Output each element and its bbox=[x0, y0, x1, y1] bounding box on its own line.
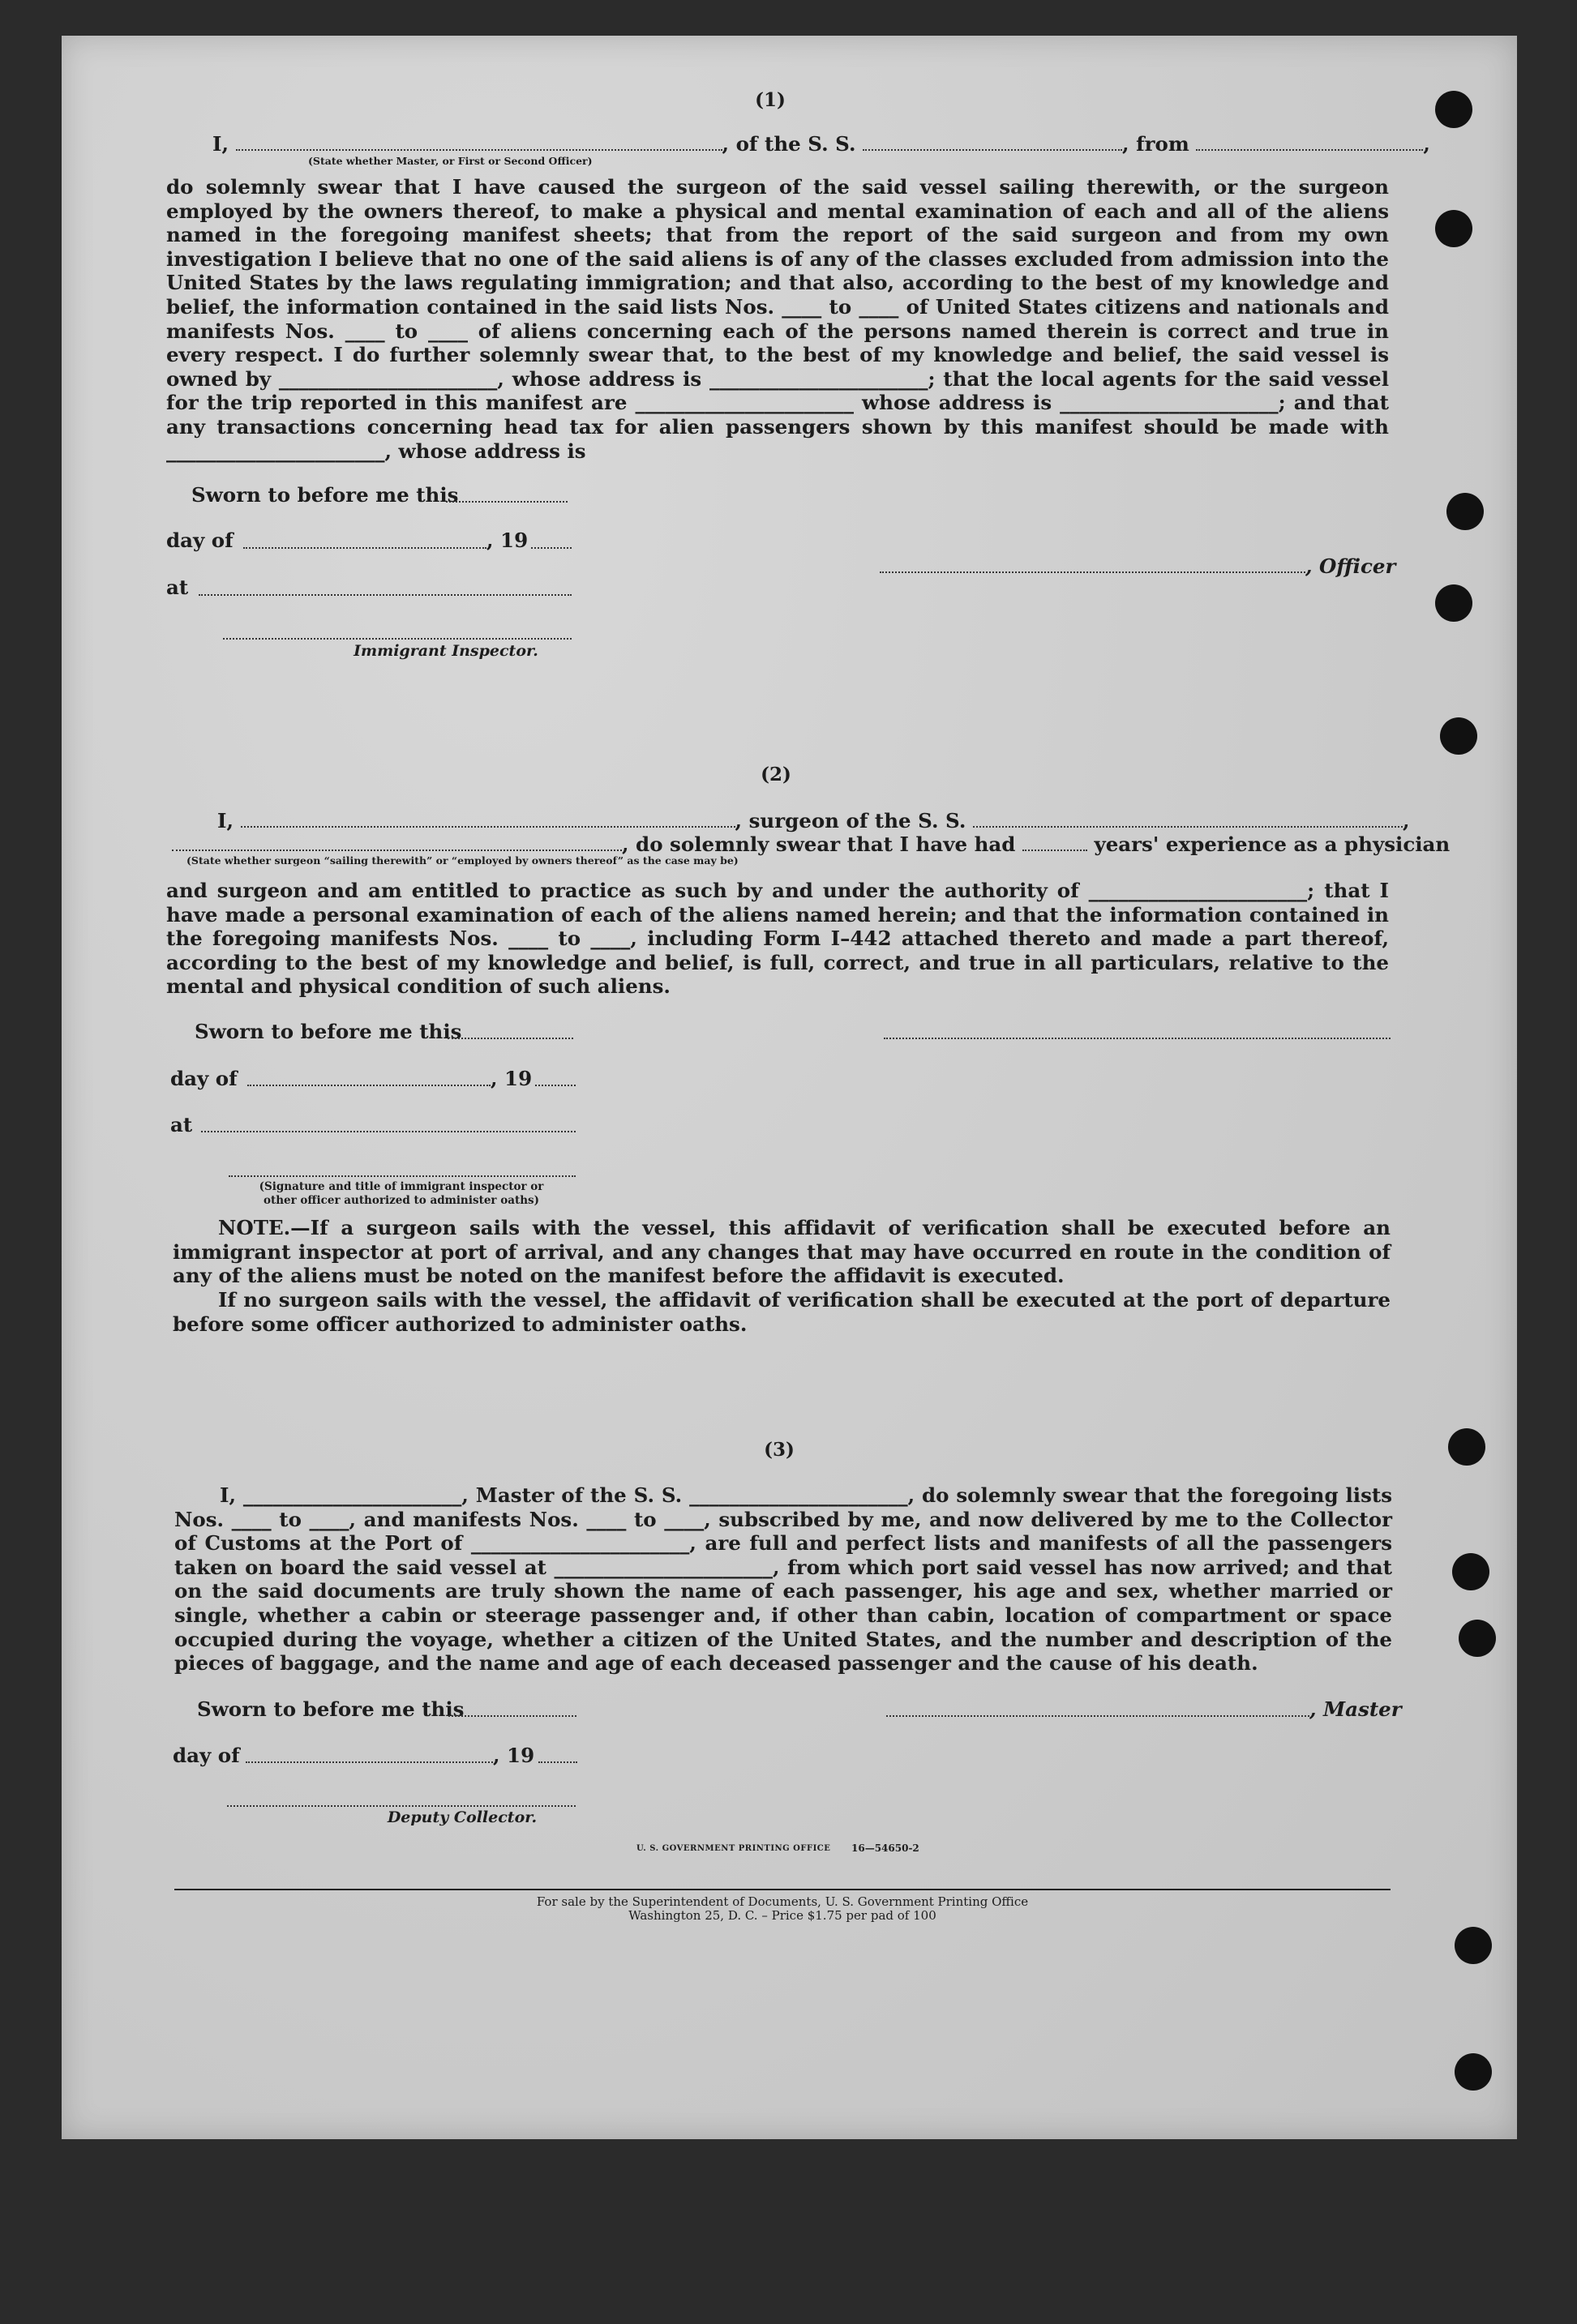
sworn-date-field-1[interactable] bbox=[446, 501, 568, 503]
years-label: years' experience as a physician bbox=[1094, 832, 1451, 856]
day-of-field-1[interactable] bbox=[243, 547, 486, 549]
swear-label: , do solemnly swear that I have had bbox=[622, 832, 1016, 856]
sworn-label-3: Sworn to before me this bbox=[197, 1697, 465, 1721]
day-of-field-3[interactable] bbox=[246, 1761, 493, 1763]
surgeon-status-field[interactable] bbox=[172, 835, 622, 851]
punch-hole bbox=[1452, 1553, 1489, 1590]
i-label: I, bbox=[217, 809, 234, 832]
sworn-date-field-2[interactable] bbox=[448, 1038, 573, 1039]
punch-hole bbox=[1435, 584, 1472, 622]
year-field-1[interactable] bbox=[531, 547, 572, 549]
surgeon-signature-line[interactable] bbox=[884, 1038, 1391, 1039]
at-label-1: at bbox=[166, 576, 189, 599]
master-label: , Master bbox=[1309, 1697, 1402, 1721]
deputy-collector-caption: Deputy Collector. bbox=[387, 1808, 538, 1826]
sworn-label-2: Sworn to before me this bbox=[195, 1020, 462, 1043]
surgeon-status-caption: (State whether surgeon “sailing therewith” or “employed by owners thereof” as the case may be) bbox=[186, 854, 739, 867]
officer-label: , Officer bbox=[1305, 554, 1396, 578]
section-1-first-line bbox=[212, 132, 1430, 156]
comma: , bbox=[1423, 132, 1430, 156]
sale-notice-line-1: For sale by the Superintendent of Documents, U. S. Government Printing Office bbox=[536, 1894, 1029, 1909]
from-label: , from bbox=[1122, 132, 1189, 156]
punch-hole bbox=[1435, 91, 1472, 128]
year-label-3: , 19 bbox=[493, 1744, 535, 1767]
section-1-number: (1) bbox=[755, 89, 786, 111]
sworn-date-field-3[interactable] bbox=[448, 1715, 576, 1717]
surgeon-vessel-field[interactable] bbox=[973, 811, 1403, 828]
inspector-signature-line-2[interactable] bbox=[229, 1175, 576, 1177]
punch-hole bbox=[1435, 210, 1472, 247]
section-3-number: (3) bbox=[764, 1439, 795, 1461]
gpo-imprint: U. S. GOVERNMENT PRINTING OFFICE bbox=[636, 1844, 831, 1853]
sworn-label-1: Sworn to before me this bbox=[191, 483, 459, 507]
at-label-2: at bbox=[170, 1113, 193, 1136]
signature-caption bbox=[211, 1180, 592, 1208]
footer-rule bbox=[174, 1889, 1391, 1890]
surgeon-name-field[interactable] bbox=[241, 811, 735, 828]
surgeon-label: , surgeon of the S. S. bbox=[735, 809, 966, 832]
inspector-signature-line[interactable] bbox=[223, 638, 572, 640]
officer-signature-line[interactable] bbox=[880, 571, 1305, 573]
year-field-2[interactable] bbox=[535, 1085, 576, 1086]
punch-hole bbox=[1448, 1428, 1485, 1466]
sale-notice bbox=[458, 1895, 1107, 1923]
punch-hole bbox=[1455, 1927, 1492, 1964]
note-no-surgeon: If no surgeon sails with the vessel, the affidavit of verification shall be executed at the port of departure before some officer authorized to administer oaths. bbox=[173, 1288, 1391, 1336]
section-3-oath-text: I, ______________________, Master of the S. S. ______________________, do solemnly swear that the foregoing lists Nos. ____ to ____, and manifests Nos. ____ to ____, subscribed by me, and now delivered by me to the Collector of Customs at the Port of ______________________, are full and perfect lists and manifests of all the passengers taken on board the said vessel at ______________________, from which port said vessel has now arrived; and that on the said documents are truly shown the name of each passenger, his age and sex, whether married or single, whether a cabin or steerage passenger and, if other than cabin, location of compartment or space occupied during the voyage, whether a citizen of the United States, and the number and description of the pieces of baggage, and the name and age of each deceased passenger and the cause of his death. bbox=[174, 1483, 1392, 1676]
day-of-field-2[interactable] bbox=[247, 1085, 491, 1086]
at-place-field-1[interactable] bbox=[199, 594, 572, 596]
vessel-name-field[interactable] bbox=[863, 135, 1122, 151]
section-2-oath-text: and surgeon and am entitled to practice as such by and under the authority of ______________________; that I have made a personal examination of each of the aliens named herein; and that the information contained in the foregoing manifests Nos. ____ to ____, including Form I–442 attached thereto and made a part thereof, according to the best of my knowledge and belief, is full, correct, and true in all particulars, relative to the mental and physical condition of such aliens. bbox=[166, 879, 1389, 999]
day-of-label-2: day of bbox=[170, 1067, 238, 1090]
year-field-3[interactable] bbox=[538, 1761, 577, 1763]
i-label: I, bbox=[212, 132, 229, 156]
year-label-1: , 19 bbox=[486, 529, 529, 552]
section-2-first-line bbox=[217, 809, 1409, 832]
of-ss-label: , of the S. S. bbox=[722, 132, 856, 156]
master-officer-caption: (State whether Master, or First or Second Officer) bbox=[308, 155, 593, 167]
master-signature-line[interactable] bbox=[886, 1715, 1309, 1717]
immigrant-inspector-caption: Immigrant Inspector. bbox=[354, 642, 538, 660]
section-1-oath-text: do solemnly swear that I have caused the surgeon of the said vessel sailing therewith, or the surgeon employed by the owners thereof, to make a physical and mental examination of each and all of the aliens named in the foregoing manifest sheets; that from the report of the said surgeon and from my own investigation I believe that no one of the said aliens is of any of the classes excluded from admission into the United States by the laws regulating immigration; and that also, according to the best of my knowledge and belief, the information contained in the said lists Nos. ____ to ____ of United States citizens and nationals and manifests Nos. ____ to ____ of aliens concerning each of the persons named therein is correct and true in every respect. I do further solemnly swear that, to the best of my knowledge and belief, the said vessel is owned by ______________________, whose address is ______________________; that the local agents for the said vessel for the trip reported in this manifest are ______________________ whose address is ______________________; and that any transactions concerning head tax for alien passengers shown by this manifest should be made with ______________________, whose address is bbox=[166, 175, 1389, 463]
year-label-2: , 19 bbox=[491, 1067, 533, 1090]
section-2-second-line bbox=[172, 832, 1450, 856]
punch-hole bbox=[1459, 1620, 1496, 1657]
note-surgeon-sails: NOTE.—If a surgeon sails with the vessel, this affidavit of verification shall be executed before an immigrant inspector at port of arrival, and any changes that may have occurred en route in the condition of any of the aliens must be noted on the manifest before the affidavit is executed. bbox=[173, 1216, 1391, 1288]
day-of-label-3: day of bbox=[173, 1744, 240, 1767]
signature-caption-line-1: (Signature and title of immigrant inspector or bbox=[259, 1180, 544, 1193]
from-port-field[interactable] bbox=[1196, 135, 1423, 151]
years-experience-field[interactable] bbox=[1022, 835, 1087, 851]
punch-hole bbox=[1455, 2053, 1492, 2091]
form-number: 16—54650-2 bbox=[851, 1843, 919, 1854]
day-of-label-1: day of bbox=[166, 529, 234, 552]
deputy-signature-line[interactable] bbox=[227, 1805, 576, 1807]
sale-notice-line-2: Washington 25, D. C. – Price $1.75 per pad of 100 bbox=[628, 1908, 936, 1923]
at-place-field-2[interactable] bbox=[201, 1131, 576, 1132]
punch-hole bbox=[1446, 493, 1484, 530]
comma: , bbox=[1402, 809, 1410, 832]
section-2-number: (2) bbox=[761, 764, 791, 785]
officer-name-field[interactable] bbox=[236, 135, 722, 151]
signature-caption-line-2: other officer authorized to administer oaths) bbox=[263, 1194, 540, 1207]
punch-hole bbox=[1440, 717, 1477, 755]
